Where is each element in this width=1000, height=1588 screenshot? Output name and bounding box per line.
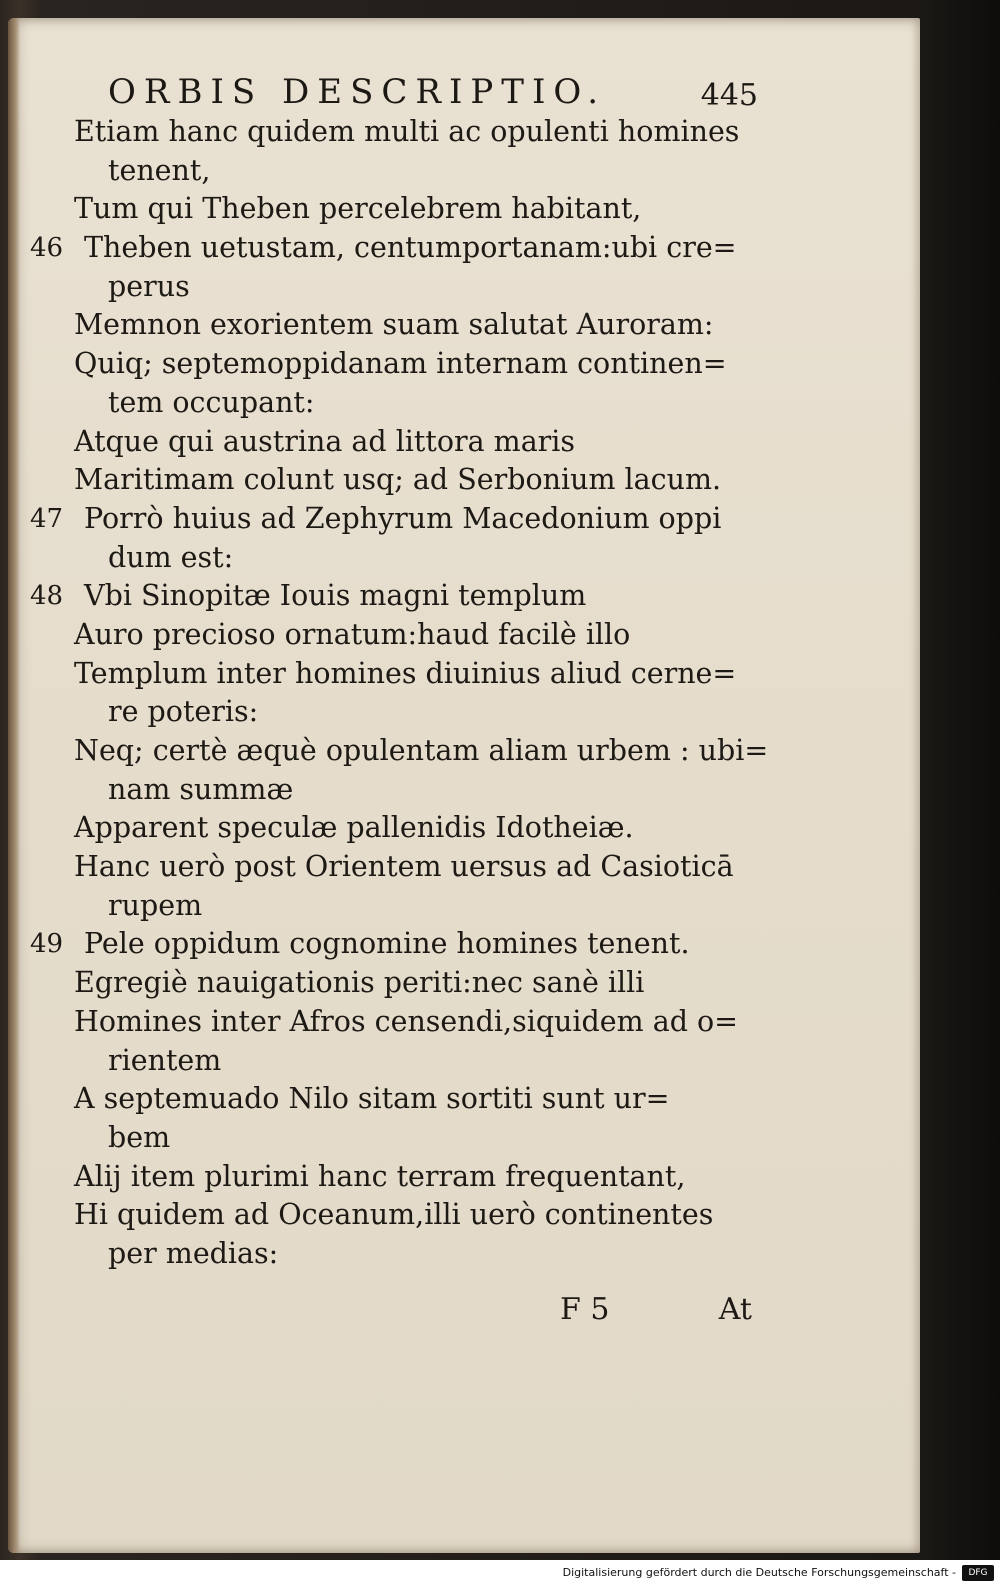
verse-line: [30, 809, 760, 848]
verse-line: [30, 152, 760, 191]
verse-text: Maritimam colunt usq; ad Serbonium lacum.: [74, 463, 722, 497]
verse-text: Pele oppidum cognomine homines tenent.: [84, 927, 690, 961]
verse-text: Apparent speculæ pallenidis Idotheiæ.: [74, 811, 634, 845]
verse-line: [30, 925, 760, 964]
verse-line: [30, 1235, 760, 1274]
credit-bar: [0, 1560, 1000, 1588]
verse-text: Egregiè nauigationis periti:nec sanè illi: [74, 966, 645, 1000]
signature-mark: F 5: [560, 1292, 610, 1327]
verse-text: bem: [108, 1120, 171, 1154]
verse-line: [30, 616, 760, 655]
verse-text: Theben uetustam, centumportanam:ubi cre=: [84, 231, 737, 265]
verse-text: Alij item plurimi hanc terram frequentant,: [74, 1159, 686, 1193]
funding-credit: Digitalisierung gefördert durch die Deutsche Forschungsgemeinschaft -: [562, 1566, 956, 1579]
page-number: 445: [700, 78, 758, 113]
verse-line: [30, 655, 760, 694]
verse-line: [30, 113, 760, 152]
verse-text: Etiam hanc quidem multi ac opulenti homines: [74, 115, 740, 148]
verse-line: [30, 384, 760, 423]
verse-line: [30, 1119, 760, 1158]
verse-line: [30, 693, 760, 732]
verse-line: [30, 500, 760, 539]
verse-text: Memnon exorientem suam salutat Auroram:: [74, 308, 714, 342]
poem-text: [30, 113, 769, 1274]
running-title: ORBIS DESCRIPTIO.: [108, 72, 607, 112]
verse-line: [30, 306, 760, 345]
verse-text: Hi quidem ad Oceanum,illi uerò continentes: [74, 1198, 714, 1232]
dfg-logo: DFG: [962, 1565, 994, 1581]
verse-number: 47: [30, 503, 64, 534]
verse-line: [30, 848, 760, 887]
verse-text: Auro precioso ornatum:haud facilè illo: [74, 617, 631, 651]
page-gutter-shadow: [8, 18, 20, 1553]
verse-text: Neq; certè æquè opulentam aliam urbem : ubi=: [74, 734, 769, 767]
verse-text: re poteris:: [108, 695, 259, 729]
verse-number: 46: [30, 233, 64, 264]
verse-line: [30, 771, 760, 810]
verse-line: [30, 268, 760, 307]
verse-text: Templum inter homines diuinius aliud cerne=: [74, 656, 737, 690]
verse-text: Hanc uerò post Orientem uersus ad Casioticā: [74, 850, 734, 884]
verse-text: rupem: [108, 888, 203, 922]
verse-line: [30, 1042, 760, 1081]
catchword: At: [718, 1292, 752, 1327]
page-footer: [560, 1292, 760, 1332]
verse-line: [30, 190, 760, 229]
verse-line: [30, 577, 760, 616]
verse-text: Homines inter Afros censendi,siquidem ad o=: [74, 1004, 739, 1038]
verse-line: [30, 1080, 760, 1119]
verse-line: [30, 423, 760, 462]
verse-text: tem occupant:: [108, 385, 315, 419]
verse-line: [30, 964, 760, 1003]
verse-text: dum est:: [108, 540, 234, 574]
verse-text: nam summæ: [108, 772, 294, 806]
verse-text: perus: [108, 269, 190, 303]
verse-text: per medias:: [108, 1236, 279, 1270]
verse-line: [30, 539, 760, 578]
verse-text: rientem: [108, 1043, 222, 1077]
verse-line: [30, 229, 760, 268]
verse-text: tenent,: [108, 153, 211, 187]
verse-text: Quiq; septemoppidanam internam continen=: [74, 347, 727, 381]
verse-number: 48: [30, 581, 64, 612]
verse-text: Atque qui austrina ad littora maris: [74, 424, 576, 458]
verse-line: [30, 461, 760, 500]
verse-line: [30, 732, 769, 771]
verse-line: [30, 887, 760, 926]
verse-line: [30, 1003, 760, 1042]
verse-text: Porrò huius ad Zephyrum Macedonium oppi: [84, 501, 722, 535]
verse-number: 49: [30, 929, 64, 960]
verse-text: Vbi Sinopitæ Iouis magni templum: [84, 579, 587, 613]
verse-line: [30, 345, 760, 384]
verse-text: Tum qui Theben percelebrem habitant,: [74, 192, 642, 226]
verse-line: [30, 1196, 760, 1235]
verse-text: A septemuado Nilo sitam sortiti sunt ur=: [74, 1082, 670, 1116]
verse-line: [30, 1158, 760, 1197]
